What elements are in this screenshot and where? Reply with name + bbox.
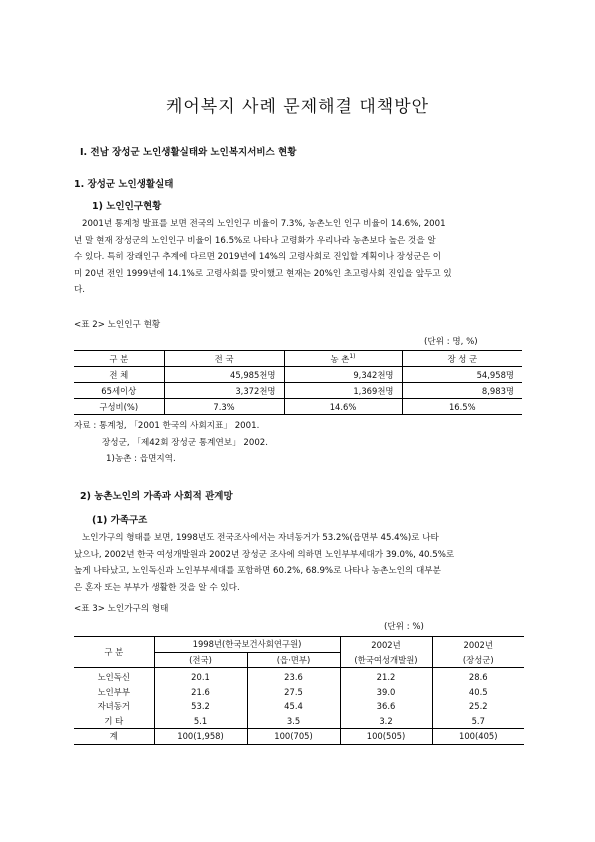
table-cell: 53.2 [154, 699, 247, 714]
subsection-heading-1-2-1: (1) 가족구조 [92, 515, 148, 526]
table-header-cell: 2002년 [432, 637, 524, 653]
row-label: 자녀동거 [97, 701, 130, 712]
table-header-row [74, 637, 524, 653]
subsection-heading-1-1: 1) 노인인구현황 [92, 201, 162, 212]
table-cell: 54,958명 [402, 367, 522, 383]
table-cell: 27.5 [247, 685, 340, 700]
table-cell: 1,369천명 [284, 383, 402, 399]
table-cell: 36.6 [340, 699, 432, 714]
table-cell: 39.0 [340, 685, 432, 700]
table-header-cell: 장 성 군 [402, 351, 522, 367]
row-label: 계 [74, 729, 154, 745]
table-cell: 5.1 [154, 714, 247, 729]
table2-caption: <표 2> 노인인구 현황 [74, 320, 161, 330]
table-row [74, 367, 522, 383]
paragraph-line: 다. [74, 285, 86, 295]
table-cell: 100(505) [340, 729, 432, 745]
footnote-line: 1)농촌 : 읍면지역. [106, 454, 176, 464]
table-row [74, 399, 522, 415]
paragraph-line: 2001년 통계청 발표를 보면 전국의 노인인구 비율이 7.3%, 농촌노인 인구 비율이 14.6%, 2001 [82, 219, 446, 229]
table-cell: 3.2 [340, 714, 432, 729]
table2-source [74, 418, 268, 468]
table-cell: 7.3% [164, 399, 284, 415]
paragraph-line: 수 있다. 특히 장래인구 추계에 다르면 2019년에 14%의 고령사회로 진입할 계획이나 장성군은 이 [74, 252, 442, 262]
table-header-cell: (읍·면부) [247, 652, 340, 668]
table-cell: 16.5% [402, 399, 522, 415]
source-line: 장성군, 「제42회 장성군 통계연보」 2002. [102, 437, 269, 448]
footnote-marker: 1) [349, 352, 356, 360]
table-row [74, 699, 524, 714]
row-label: 구성비(%) [99, 401, 139, 412]
table-elderly-population [74, 350, 522, 415]
table-cell: 25.2 [432, 699, 524, 714]
row-label: 전 체 [74, 367, 164, 383]
table-cell: 3.5 [247, 714, 340, 729]
table-header-cell: 전 국 [164, 351, 284, 367]
table-cell: 14.6% [284, 399, 402, 415]
row-label: 65세이상 [74, 383, 164, 399]
row-label: 기 타 [104, 715, 124, 726]
table-total-row [74, 729, 524, 745]
table-header-cell: (장성군) [432, 652, 524, 668]
subsection-heading-1: 1. 장성군 노인생활실태 [74, 179, 174, 190]
table-cell: 23.6 [247, 668, 340, 685]
table-cell: 21.6 [154, 685, 247, 700]
table-cell: 9,342천명 [284, 367, 402, 383]
table-cell: 21.2 [340, 668, 432, 685]
table-header-cell: 1998년(한국보건사회연구원) [154, 637, 340, 653]
paragraph-line: 났으나, 2002년 한국 여성개발원과 2002년 장성군 조사에 의하면 노인부부세대가 39.0%, 40.5%로 [74, 549, 455, 560]
table2-unit: (단위 : 명, %) [424, 337, 478, 347]
subsection-heading-1-2: 2) 농촌노인의 가족과 사회적 관계망 [80, 491, 233, 502]
table-row [74, 668, 524, 685]
table3-caption: <표 3> 노인가구의 형태 [74, 604, 169, 614]
row-label: 노인독신 [97, 672, 130, 683]
paragraph-line: 년 말 현재 장성군의 노인인구 비율이 16.5%로 나타나 고령화가 우리나라 농촌보다 높은 것을 알 [74, 235, 436, 246]
paragraph-line: 노인가구의 형태를 보면, 1998년도 전국조사에서는 자녀동거가 53.2%(읍면부 45.4%)로 나타 [82, 533, 439, 543]
paragraph-elderly-population [74, 216, 524, 299]
table-row [74, 714, 524, 729]
document-title: 케어복지 사례 문제해결 대책방안 [165, 97, 430, 117]
table-cell: 100(1,958) [154, 729, 247, 745]
table-cell: 40.5 [432, 685, 524, 700]
table-cell: 100(705) [247, 729, 340, 745]
paragraph-line: 미 20년 전인 1999년에 14.1%로 고령사회를 맞이했고 현재는 20%인 초고령사회 진입을 앞두고 있 [74, 268, 452, 279]
table-cell: 20.1 [154, 668, 247, 685]
paragraph-line: 은 혼자 또는 부부가 생활한 것을 알 수 있다. [74, 582, 240, 593]
section-heading-1: Ⅰ. 전남 장성군 노인생활실태와 노인복지서비스 현황 [80, 147, 297, 158]
table3-unit: (단위 : %) [384, 622, 424, 632]
row-label: 노인부부 [97, 686, 130, 697]
table-header-cell [284, 351, 402, 367]
paragraph-line: 높게 나타났고, 노인독신과 노인부부세대를 포함하면 60.2%, 68.9%로 나타나 농촌노인의 대부분 [74, 566, 441, 576]
table-header-cell: 구 분 [74, 351, 164, 367]
table-cell: 100(405) [432, 729, 524, 745]
table-row [74, 383, 522, 399]
table-cell: 5.7 [432, 714, 524, 729]
table-cell: 8,983명 [402, 383, 522, 399]
table-row [74, 685, 524, 700]
table-header-cell: 구 분 [74, 637, 154, 668]
source-line: 자료 : 통계청, 「2001 한국의 사회지표」 2001. [74, 421, 260, 431]
table-header-cell: (한국여성개발원) [340, 652, 432, 668]
table-header-row [74, 351, 522, 367]
table-cell: 45.4 [247, 699, 340, 714]
table-cell: 28.6 [432, 668, 524, 685]
table-cell: 45,985천명 [164, 367, 284, 383]
table-household-type [74, 636, 524, 745]
table-header-cell: (전국) [154, 652, 247, 668]
paragraph-family-structure [74, 530, 524, 596]
table-header-cell: 2002년 [340, 637, 432, 653]
header-rural: 농 촌 [330, 353, 350, 364]
table-cell: 3,372천명 [164, 383, 284, 399]
